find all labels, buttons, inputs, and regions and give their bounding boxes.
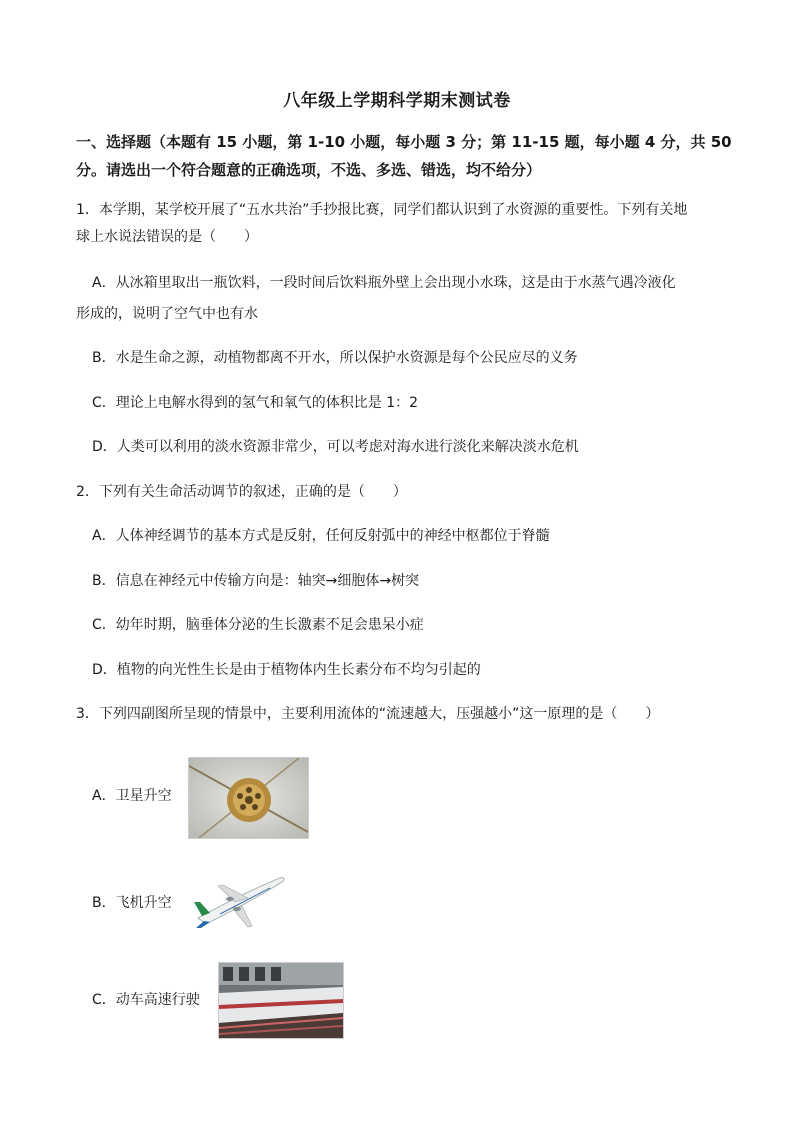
- q3-stem: 3．下列四副图所呈现的情景中，主要利用流体的“流速越大，压强越小”这一原理的是（ ）: [76, 706, 660, 722]
- page-title: 八年级上学期科学期末测试卷: [283, 91, 511, 111]
- q2-option-d: D．植物的向光性生长是由于植物体内生长素分布不均匀引起的: [92, 662, 481, 678]
- airplane-image: [190, 866, 290, 936]
- section-heading-line2: 分。请选出一个符合题意的正确选项，不选、多选、错选，均不给分）: [76, 161, 542, 179]
- q1-option-c: C．理论上电解水得到的氢气和氧气的体积比是 1：2: [92, 395, 419, 411]
- q1-option-a-line2: 形成的，说明了空气中也有水: [76, 306, 258, 322]
- section-heading-line1: 一、选择题（本题有 15 小题，第 1-10 小题，每小题 3 分；第 11-15 题，每小题 4 分，共 50: [76, 133, 732, 151]
- q2-option-b: B．信息在神经元中传输方向是：轴突→细胞体→树突: [92, 573, 420, 589]
- airplane-illustration: [190, 866, 290, 936]
- q1-option-d: D．人类可以利用的淡水资源非常少，可以考虑对海水进行淡化来解决淡水危机: [92, 439, 579, 455]
- q2-stem: 2．下列有关生命活动调节的叙述，正确的是（ ）: [76, 484, 407, 500]
- q3-option-a: A．卫星升空: [92, 788, 172, 804]
- section-heading: [76, 130, 732, 182]
- train-illustration: [219, 963, 343, 1038]
- q2-option-a: A．人体神经调节的基本方式是反射，任何反射弧中的神经中枢都位于脊髓: [92, 528, 550, 544]
- q3-option-c: C．动车高速行驶: [92, 992, 200, 1008]
- q1-option-a-line1: A．从冰箱里取出一瓶饮料，一段时间后饮料瓶外壁上会出现小水珠，这是由于水蒸气遇冷液化: [92, 275, 676, 291]
- q3-option-b: B．飞机升空: [92, 895, 172, 911]
- satellite-illustration: [189, 758, 308, 838]
- satellite-image: [188, 757, 309, 839]
- train-image: [218, 962, 344, 1039]
- q1-stem-line1: 1．本学期，某学校开展了“五水共治”手抄报比赛，同学们都认识到了水资源的重要性。下列有关地: [76, 202, 688, 218]
- q1-option-b: B．水是生命之源，动植物都离不开水，所以保护水资源是每个公民应尽的义务: [92, 350, 578, 366]
- q2-option-c: C．幼年时期，脑垂体分泌的生长激素不足会患呆小症: [92, 617, 424, 633]
- q1-stem-line2: 球上水说法错误的是（ ）: [76, 229, 258, 245]
